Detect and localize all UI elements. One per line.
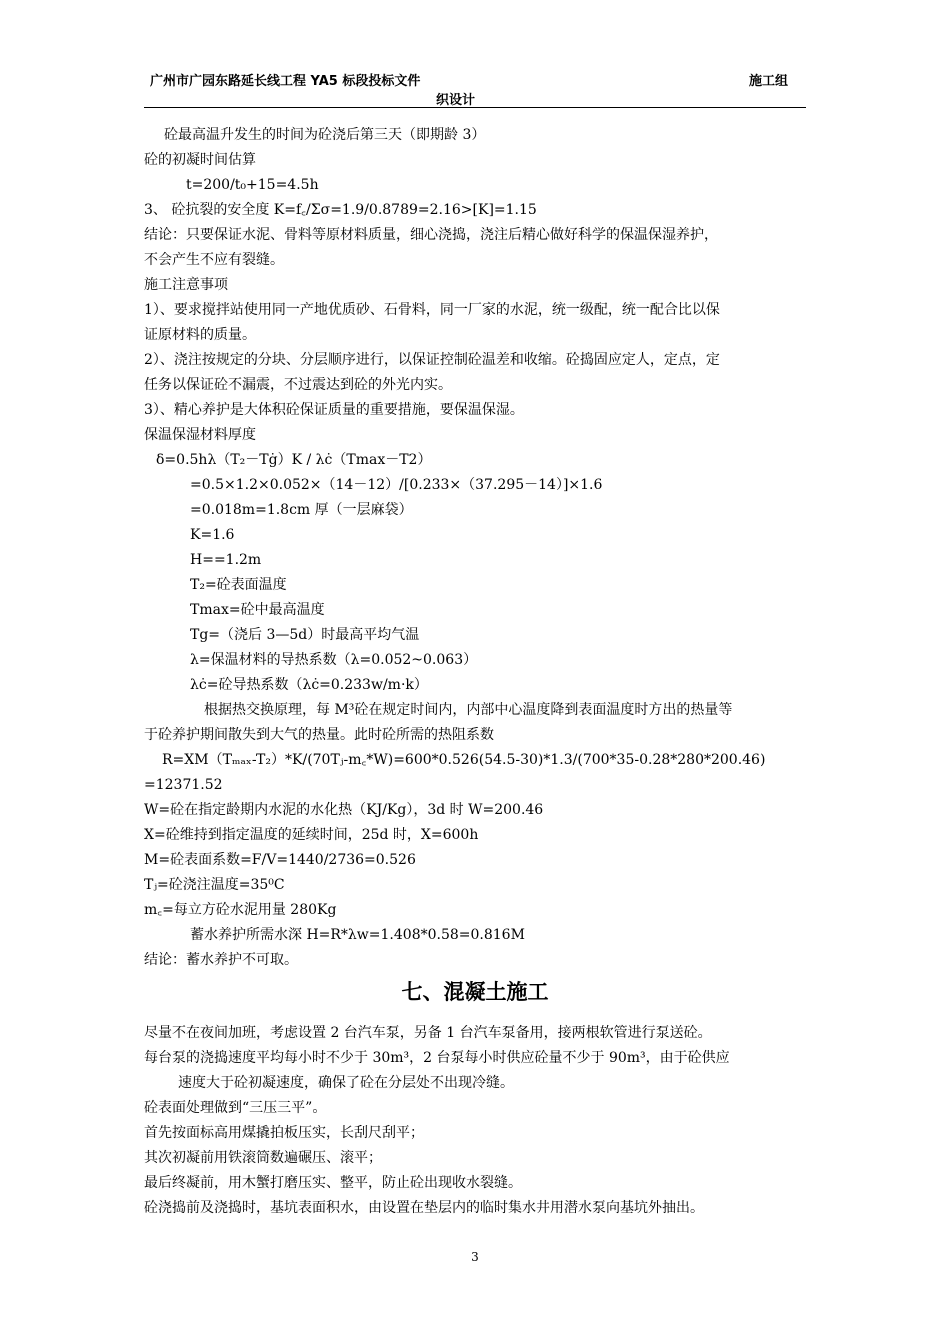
text-line: 任务以保证砼不漏震，不过震达到砼的外光内实。 — [144, 377, 452, 393]
text-line: 速度大于砼初凝速度，确保了砼在分层处不出现冷缝。 — [178, 1075, 514, 1091]
text-line: 砼浇捣前及浇捣时，基坑表面积水，由设置在垫层内的临时集水井用潜水泵向基坑外抽出。 — [144, 1200, 704, 1216]
text-line: X=砼维持到指定温度的延续时间，25d 时，X=600h — [144, 827, 479, 843]
text-line: 结论：蓄水养护不可取。 — [144, 952, 298, 968]
text-line: 于砼养护期间散失到大气的热量。此时砼所需的热阻系数 — [144, 727, 494, 743]
text-line: 砼表面处理做到“三压三平”。 — [144, 1100, 327, 1116]
text-line: 尽量不在夜间加班，考虑设置 2 台汽车泵，另备 1 台汽车泵备用，接两根软管进行泵送砼。 — [144, 1025, 712, 1041]
text-line: 2）、浇注按规定的分块、分层顺序进行，以保证控制砼温差和收缩。砼捣固应定人，定点，定 — [144, 352, 720, 368]
text-line: m꜀=每立方砼水泥用量 280Kg — [144, 902, 337, 918]
page-number: 3 — [471, 1250, 479, 1264]
text-line: Tⱼ=砼浇注温度=35⁰C — [144, 877, 285, 893]
header-right-label: 施工组 — [749, 74, 789, 89]
header-title: 广州市广园东路延长线工程 YA5 标段投标文件 — [150, 74, 421, 89]
text-line: 首先按面标高用煤撬拍板压实，长刮尺刮平； — [144, 1125, 424, 1141]
text-line: M=砼表面系数=F/V=1440/2736=0.526 — [144, 852, 416, 868]
text-line: 施工注意事项 — [144, 277, 228, 293]
formula-line: =12371.52 — [144, 777, 223, 793]
formula-line: λ=保温材料的导热系数（λ=0.052~0.063） — [190, 652, 478, 668]
formula-line: t=200/t₀+15=4.5h — [186, 177, 319, 193]
formula-line: =0.5×1.2×0.052×（14－12）/[0.233×（37.295－14）]×1.6 — [190, 477, 603, 493]
section-title: 七、混凝土施工 — [401, 980, 549, 1004]
formula-line: =0.018m=1.8cm 厚（一层麻袋） — [190, 502, 413, 518]
formula-line: T₂=砼表面温度 — [190, 577, 287, 593]
text-line: 每台泵的浇捣速度平均每小时不少于 30m³，2 台泵每小时供应砼量不少于 90m³，由于砼供应 — [144, 1050, 730, 1066]
formula-line: R=XM（Tₘₐₓ-T₂）*K/(70Tⱼ-m꜀*W)=600*0.526(54.5-30)*1.3/(700*35-0.28*280*200.46) — [162, 752, 766, 768]
formula-line: H==1.2m — [190, 552, 262, 568]
text-line: 1）、要求搅拌站使用同一产地优质砂、石骨料，同一厂家的水泥，统一级配，统一配合比以保 — [144, 302, 720, 318]
formula-line: Tg=（浇后 3—5d）时最高平均气温 — [190, 627, 420, 643]
text-line: 砼最高温升发生的时间为砼浇后第三天（即期龄 3） — [164, 127, 486, 143]
text-line: 结论：只要保证水泥、骨料等原材料质量，细心浇捣，浇注后精心做好科学的保温保湿养护， — [144, 227, 718, 243]
text-line: 根据热交换原理，每 M³砼在规定时间内，内部中心温度降到表面温度时方出的热量等 — [204, 702, 733, 718]
text-line: 保温保湿材料厚度 — [144, 427, 256, 443]
text-line: 3、 砼抗裂的安全度 K=f꜀/Σσ=1.9/0.8789=2.16>[K]=1.15 — [144, 202, 537, 218]
text-line: 证原材料的质量。 — [144, 327, 256, 343]
text-line: 蓄水养护所需水深 H=R*λw=1.408*0.58=0.816M — [190, 927, 525, 943]
formula-line: Tmax=砼中最高温度 — [190, 602, 325, 618]
formula-line: λċ=砼导热系数（λċ=0.233w/m·k） — [190, 677, 428, 693]
header-title-continued: 织设计 — [436, 93, 476, 108]
text-line: 其次初凝前用铁滚筒数遍碾压、滚平； — [144, 1150, 382, 1166]
text-line: W=砼在指定龄期内水泥的水化热（KJ/Kg），3d 时 W=200.46 — [144, 802, 544, 818]
text-line: 砼的初凝时间估算 — [144, 152, 256, 168]
formula-line: K=1.6 — [190, 527, 235, 543]
text-line: 不会产生不应有裂缝。 — [144, 252, 284, 268]
formula-line: δ=0.5hλ（T₂－Tġ）K / λċ（Tmax－T2） — [156, 452, 432, 468]
header-rule — [144, 107, 806, 108]
text-line: 最后终凝前，用木蟹打磨压实、整平，防止砼出现收水裂缝。 — [144, 1175, 522, 1191]
text-line: 3）、精心养护是大体积砼保证质量的重要措施，要保温保湿。 — [144, 402, 524, 418]
